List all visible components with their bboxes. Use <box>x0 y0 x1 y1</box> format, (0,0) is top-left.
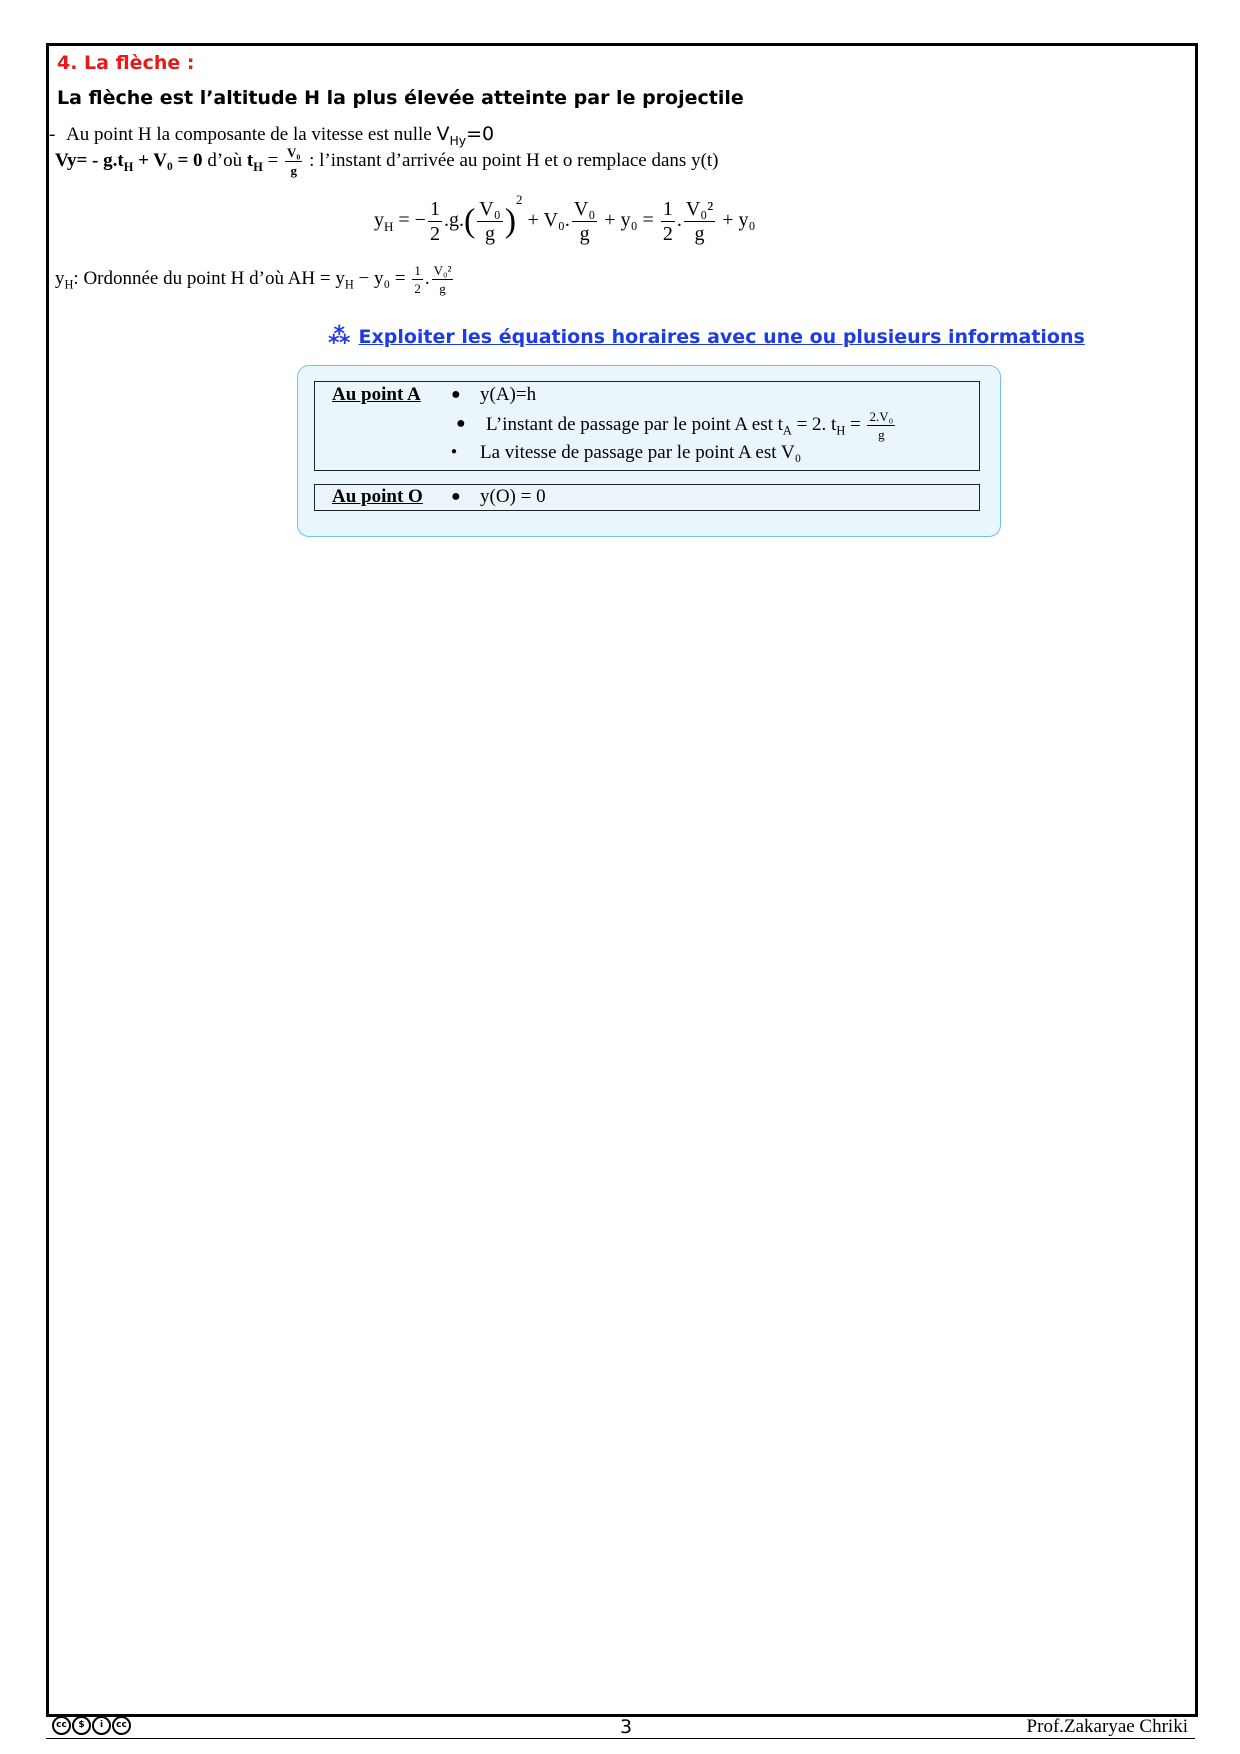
m: = 2. t <box>791 413 837 435</box>
tsub: H <box>253 159 263 174</box>
equals: = <box>262 149 284 171</box>
frac-ta <box>867 410 895 441</box>
text: : Ordonnée du point H d’où AH = y <box>73 267 345 289</box>
label-o: Au point O <box>332 486 423 507</box>
item-2 <box>486 410 897 441</box>
s: A <box>782 423 792 438</box>
page-frame <box>46 43 1198 1717</box>
d: g <box>878 427 885 442</box>
author: Prof.Zakaryae Chriki <box>1026 1716 1188 1737</box>
den: g <box>290 163 297 178</box>
mid: − y₀ = <box>353 267 411 289</box>
by-icon: i <box>92 1716 111 1735</box>
n: 1 <box>414 263 421 278</box>
d: 2 <box>429 222 440 245</box>
subheading-text: Exploiter les équations horaires avec une ou plusieurs informations <box>358 326 1085 348</box>
bullet-1: ● <box>451 386 461 403</box>
equation-yh: $y_H$ = − $\frac{1}{2}$ .g.( $\frac{\text{V₀}}{g}$ )$^2$ + V₀. $\frac{\text{V₀}}{g}$ + y₀ = $\frac{1}{2}$ . $\frac{\text{V₀²}}{g}$ + y₀ <box>374 192 756 245</box>
sub: H <box>384 219 394 234</box>
frac-a <box>412 264 423 295</box>
frac-b <box>432 264 454 295</box>
subheading <box>328 324 1085 349</box>
e: . <box>676 209 682 231</box>
s2: H <box>836 423 846 438</box>
info-box <box>297 365 1001 537</box>
frac4 <box>661 199 675 244</box>
sub: Hy <box>449 133 467 148</box>
d: 2 <box>414 281 421 296</box>
page-number: 3 <box>620 1716 633 1738</box>
n: 1 <box>429 197 440 220</box>
text: Au point H la composante de la vitesse est nulle <box>66 124 437 145</box>
bullet-o: ● <box>451 488 461 505</box>
d: g <box>484 222 495 245</box>
table-point-a <box>314 381 980 471</box>
n: V₀² <box>433 263 452 278</box>
dot: . <box>424 267 430 289</box>
frac3 <box>572 199 597 244</box>
frac-th <box>285 146 302 177</box>
n: V₀ <box>479 197 501 220</box>
frac1 <box>428 199 442 244</box>
n: 1 <box>662 197 673 220</box>
y: y <box>55 267 65 289</box>
label-a: Au point A <box>332 384 421 405</box>
rest: : l’instant d’arrivée au point H et o remplace dans y(t) <box>304 149 719 171</box>
b: .g. <box>443 209 464 231</box>
t: L’instant de passage par le point A est t <box>486 413 783 435</box>
d: 2 <box>662 222 673 245</box>
v: V <box>436 123 450 145</box>
sub: H <box>64 277 74 292</box>
e: = <box>845 413 866 435</box>
d: + y₀ = <box>599 209 659 231</box>
pow: 2 <box>516 192 523 207</box>
lhs: y <box>374 209 384 231</box>
cc-by-icon: cc <box>52 1716 71 1735</box>
section-title: 4. La flèche : <box>57 52 195 74</box>
dou: d’où <box>202 149 247 171</box>
n: 2.V₀ <box>869 409 894 424</box>
eq-vy: Vy= - g.t <box>55 149 124 171</box>
d: g <box>694 222 705 245</box>
item-1: y(A)=h <box>480 384 537 405</box>
item-o: y(O) = 0 <box>480 486 546 507</box>
bullet-3: ● <box>451 446 458 457</box>
f: + y₀ <box>717 209 756 231</box>
frac5 <box>684 199 715 244</box>
asterism-icon: ⁂ <box>328 324 351 349</box>
definition: La flèche est l’altitude H la plus élevée atteinte par le projectile <box>57 87 744 109</box>
sub2: H <box>344 277 354 292</box>
dash: - <box>49 124 56 145</box>
bullet-2: ● <box>456 415 466 432</box>
n: V₀² <box>685 197 714 220</box>
d: g <box>579 222 590 245</box>
d: g <box>439 281 446 296</box>
table-point-o <box>314 484 980 511</box>
line-vhy <box>49 123 494 148</box>
c: + V₀. <box>522 209 570 231</box>
cc-license-icons <box>52 1716 131 1735</box>
eq: =0 <box>466 123 495 145</box>
num: V₀ <box>287 145 301 160</box>
line-th <box>55 146 719 177</box>
frac2 <box>477 199 502 244</box>
t: t <box>246 149 254 171</box>
cc-icon: cc <box>112 1716 131 1735</box>
footer-rule <box>46 1738 1195 1739</box>
item-3: La vitesse de passage par le point A est V₀ <box>480 442 802 463</box>
line-ah <box>55 264 455 295</box>
n: V₀ <box>573 197 596 220</box>
a: = − <box>393 209 426 231</box>
sub: H <box>123 159 134 174</box>
nc-icon: $ <box>72 1716 91 1735</box>
eq-vy2: + V₀ = 0 <box>133 149 203 171</box>
